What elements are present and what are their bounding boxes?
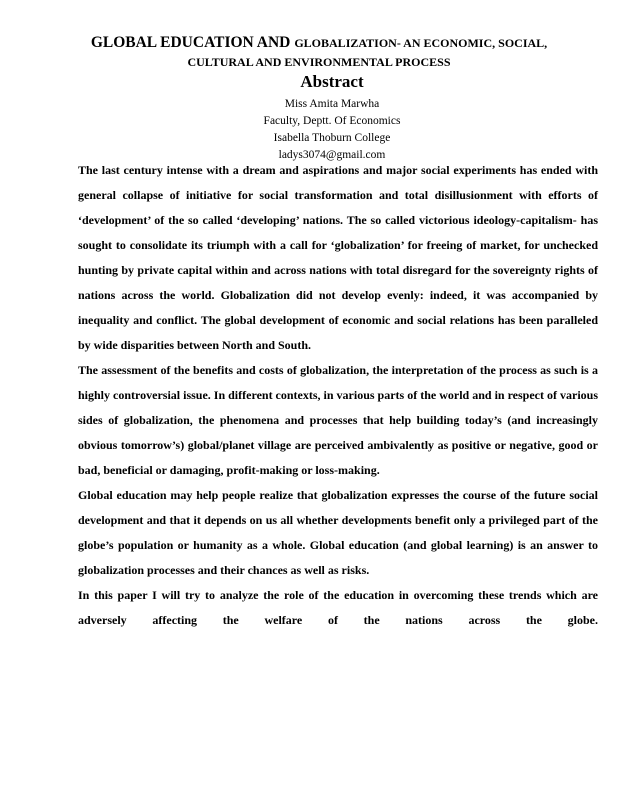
author-department: Faculty, Deptt. Of Economics xyxy=(263,115,401,127)
abstract-paragraph-3: Global education may help people realize that globalization expresses the course of the future social development and that it depends on us all whether developments benefit only a privileged part of the globe’s population or humanity as a whole. Global education (and global learning) is an answer to globalization processes and their chances as well as risks. xyxy=(78,488,598,577)
title-part-small: GLOBALIZATION- AN ECONOMIC, SOCIAL, xyxy=(294,36,548,50)
paper-title-line-2: CULTURAL AND ENVIRONMENTAL PROCESS xyxy=(187,55,451,69)
author-email: ladys3074@gmail.com xyxy=(278,149,386,161)
abstract-heading: Abstract xyxy=(300,72,364,91)
abstract-paragraph-4: In this paper I will try to analyze the role of the education in overcoming these trends which are adversely affecting the welfare of the nations across the globe. xyxy=(78,588,598,627)
title-part-large: GLOBAL EDUCATION AND xyxy=(90,34,291,51)
abstract-body xyxy=(78,158,598,633)
author-block xyxy=(0,96,638,164)
paper-title-line-1 xyxy=(0,34,638,52)
abstract-paragraph-1: The last century intense with a dream and aspirations and major social experiments has ended with general collapse of initiative for social transformation and total disillusionment with efforts of ‘development’ of the so called ‘developing’ nations. The so called victorious ideology-capitalism- has sought to consolidate its triumph with a call for ‘globalization’ for freeing of market, for unchecked hunting by private capital within and across nations with total disregard for the sovereignty rights of nations across the world. Globalization did not develop evenly: indeed, it was accompanied by inequality and conflict. The global development of economic and social relations has been paralleled by wide disparities between North and South. xyxy=(78,163,598,352)
author-name: Miss Amita Marwha xyxy=(284,98,380,110)
author-college: Isabella Thoburn College xyxy=(273,132,391,144)
abstract-paragraph-2: The assessment of the benefits and costs of globalization, the interpretation of the process as such is a highly controversial issue. In different contexts, in various parts of the world and in respect of various sides of globalization, the phenomena and processes that help building today’s (and increasingly obvious tomorrow’s) global/planet village are perceived ambivalently as positive or negative, good or bad, beneficial or damaging, profit-making or loss-making. xyxy=(78,363,599,477)
